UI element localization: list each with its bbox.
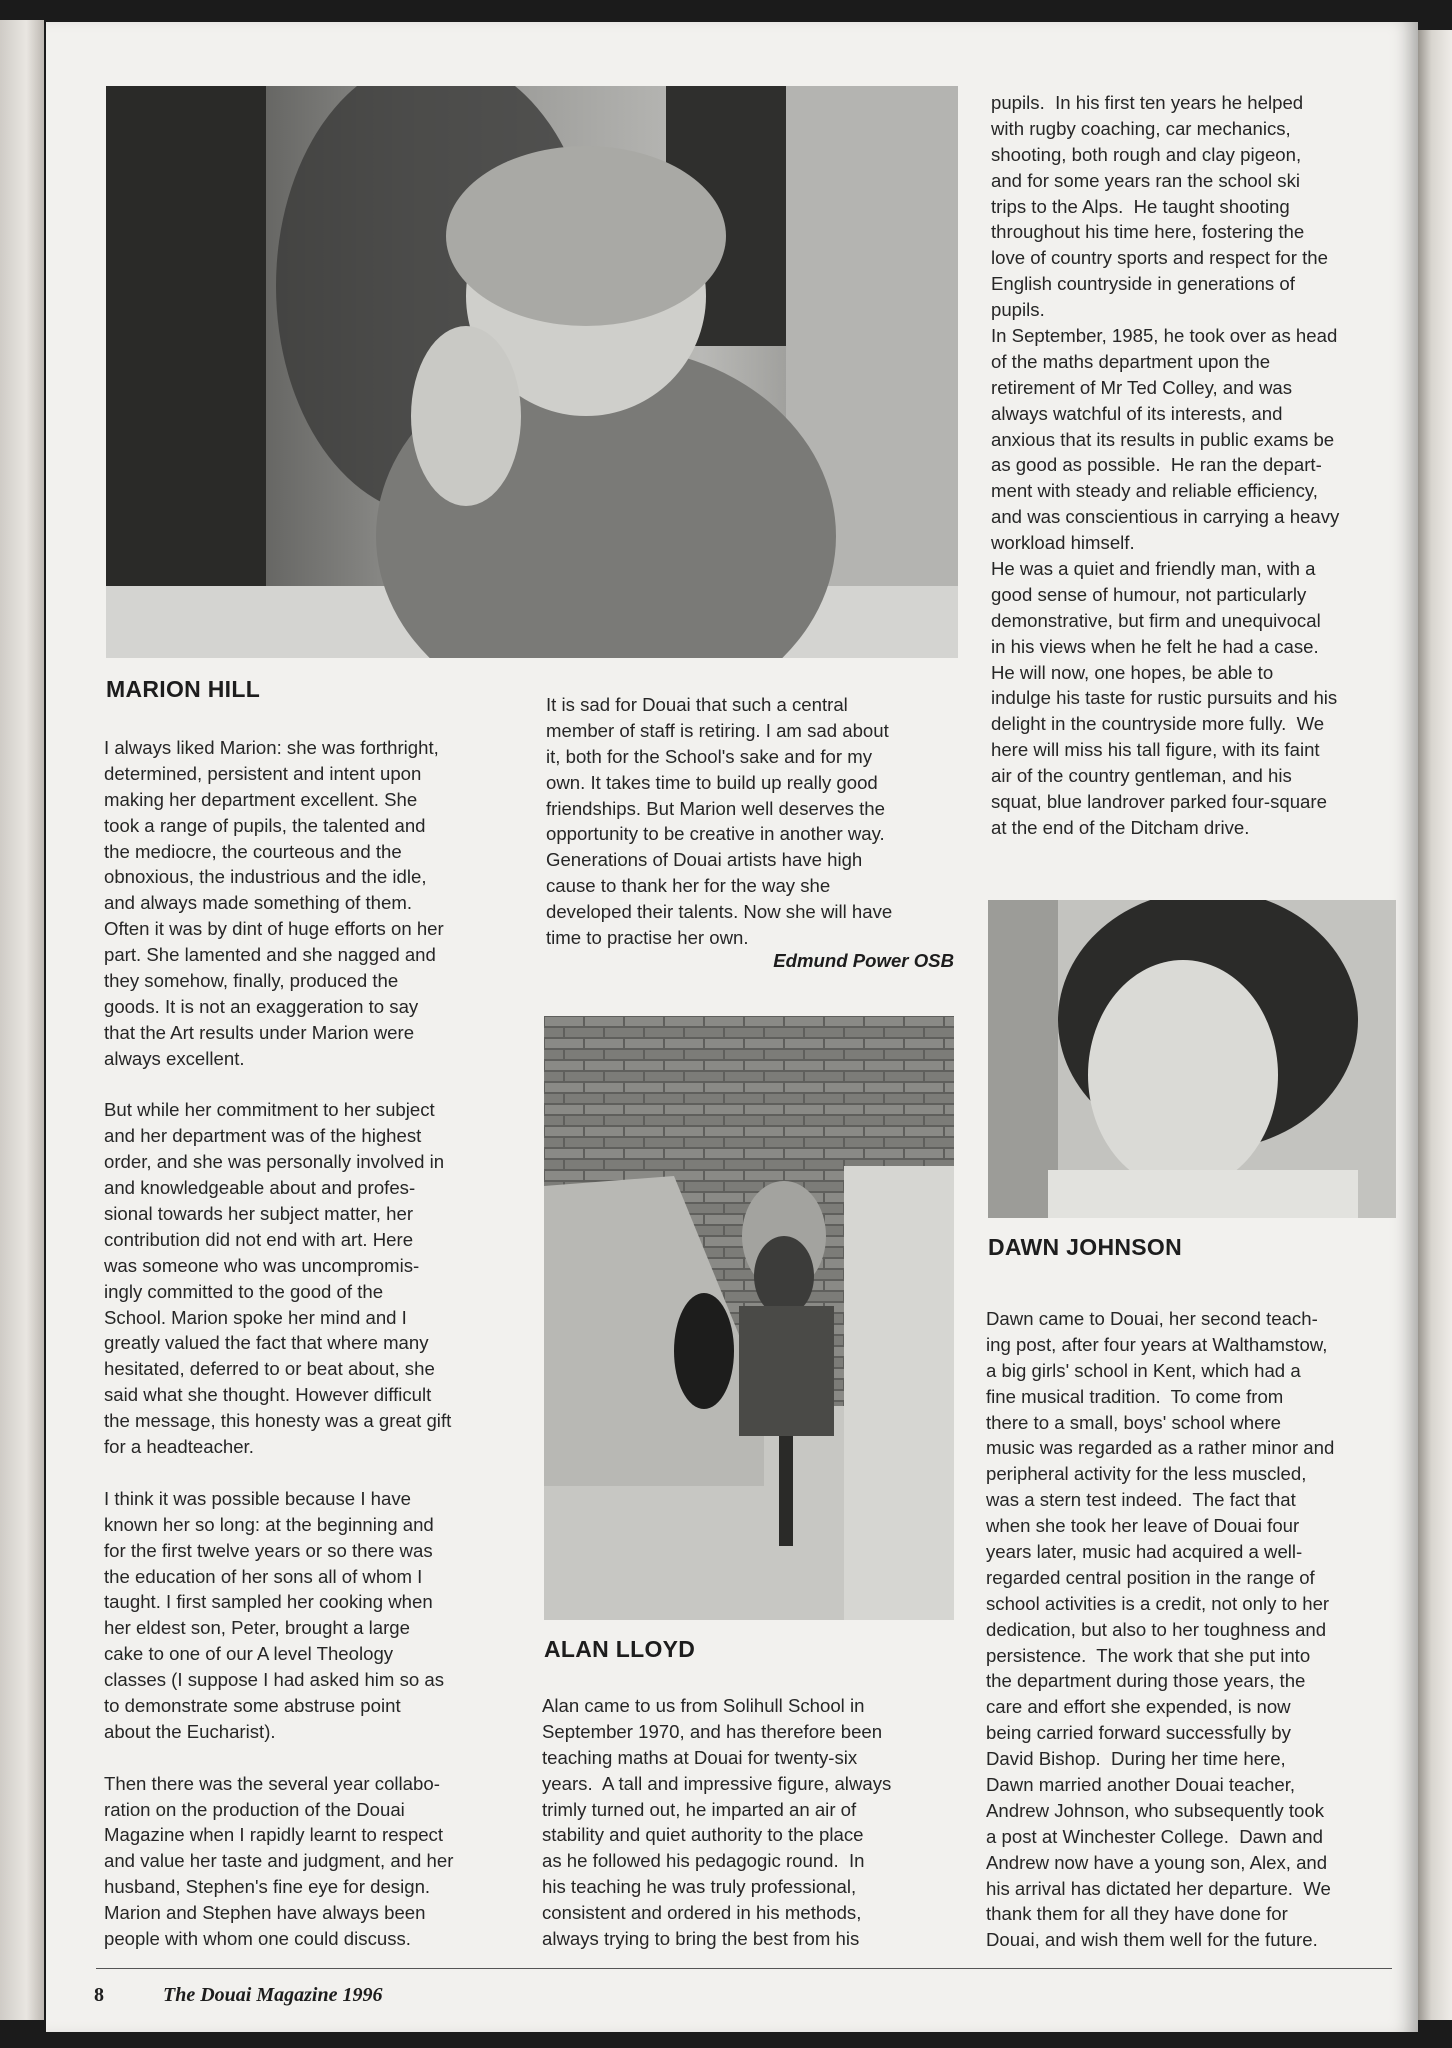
text-line: the department during those years, the — [986, 1670, 1306, 1692]
text-line — [104, 1072, 514, 1098]
text-line: I always liked Marion: she was forthright, — [104, 737, 439, 758]
text-line: in his views when he felt he had a case. — [991, 635, 1319, 657]
text-line: dedication, but also to her toughness and — [986, 1618, 1327, 1640]
dawn-johnson-text-col3 — [986, 1306, 1406, 1953]
text-line: a post at Winchester College. Dawn and — [986, 1825, 1323, 1847]
text-line: of the maths department upon the — [991, 350, 1271, 372]
text-line: developed their talents. Now she will have — [546, 901, 893, 923]
text-line: that the Art results under Marion were — [104, 1021, 415, 1043]
text-line: known her so long: at the beginning and — [104, 1513, 434, 1535]
text-line: a big girls' school in Kent, which had a — [986, 1359, 1301, 1381]
text-line: shooting, both rough and clay pigeon, — [991, 143, 1302, 165]
marion-hill-photo — [106, 86, 958, 658]
text-line: September 1970, and has therefore been — [542, 1720, 883, 1742]
text-line: opportunity to be creative in another way. — [546, 823, 885, 845]
text-line: love of country sports and respect for the — [991, 247, 1328, 269]
alan-lloyd-photo — [544, 1016, 954, 1620]
footer-rule — [96, 1968, 1392, 1969]
dawn-johnson-photo — [988, 900, 1396, 1218]
text-line: always excellent. — [104, 1047, 245, 1069]
marion-hill-text-col2 — [546, 692, 966, 951]
text-line: I think it was possible because I have — [104, 1487, 411, 1509]
text-line: years later, music had acquired a well- — [986, 1541, 1303, 1563]
text-line: consistent and ordered in his methods, — [542, 1902, 862, 1924]
text-line: when she took her leave of Douai four — [986, 1515, 1300, 1537]
text-line: workload himself. — [991, 532, 1135, 554]
text-line: with rugby coaching, car mechanics, — [991, 117, 1291, 139]
text-line: member of staff is retiring. I am sad about — [546, 719, 889, 741]
text-line: delight in the countryside more fully. We — [991, 713, 1325, 735]
text-line: Andrew now have a young son, Alex, and — [986, 1851, 1328, 1873]
text-line: Dawn married another Douai teacher, — [986, 1774, 1296, 1796]
text-line: persistence. The work that she put into — [986, 1644, 1311, 1666]
text-line: anxious that its results in public exams be — [991, 428, 1335, 450]
page-binding-edge — [1418, 30, 1452, 2020]
text-line: good sense of humour, not particularly — [991, 583, 1307, 605]
text-line: classes (I suppose I had asked him so as — [104, 1669, 445, 1691]
text-line: as he followed his pedagogic round. In — [542, 1850, 865, 1872]
text-line: contribution did not end with art. Here — [104, 1228, 414, 1250]
text-line: about the Eucharist). — [104, 1720, 276, 1742]
text-line: her eldest son, Peter, brought a large — [104, 1617, 410, 1639]
text-line: to demonstrate some abstruse point — [104, 1694, 401, 1716]
text-line: But while her commitment to her subject — [104, 1099, 435, 1121]
dawn-johnson-heading: DAWN JOHNSON — [988, 1234, 1183, 1260]
text-line: Often it was by dint of huge efforts on her — [104, 918, 444, 940]
text-line: indulge his taste for rustic pursuits and his — [991, 687, 1338, 709]
text-line: air of the country gentleman, and his — [991, 765, 1292, 787]
text-line: took a range of pupils, the talented and — [104, 814, 426, 836]
text-line: there to a small, boys' school where — [986, 1411, 1281, 1433]
text-line: order, and she was personally involved in — [104, 1151, 445, 1173]
text-line: Alan came to us from Solihull School in — [542, 1695, 865, 1716]
text-line: ingly committed to the good of the — [104, 1280, 384, 1302]
page-number: 8 — [94, 1984, 104, 2006]
text-line: pupils. — [991, 299, 1045, 321]
text-line: was a stern test indeed. The fact that — [986, 1489, 1296, 1511]
text-line: English countryside in generations of — [991, 273, 1295, 295]
text-line: trips to the Alps. He taught shooting — [991, 195, 1290, 217]
text-line: and was conscientious in carrying a heavy — [991, 506, 1340, 528]
text-line: ration on the production of the Douai — [104, 1798, 405, 1820]
text-line: they somehow, finally, produced the — [104, 970, 399, 992]
text-line: Dawn came to Douai, her second teach- — [986, 1308, 1318, 1329]
marion-hill-byline: Edmund Power OSB — [773, 950, 954, 971]
text-line: It is sad for Douai that such a central — [546, 694, 848, 715]
text-line: part. She lamented and she nagged and — [104, 944, 436, 966]
text-line: people with whom one could discuss. — [104, 1927, 411, 1949]
text-line: Douai, and wish them well for the future. — [986, 1929, 1318, 1951]
text-line: as good as possible. He ran the depart- — [991, 454, 1322, 476]
text-line: trimly turned out, he imparted an air of — [542, 1798, 857, 1820]
text-line: sional towards her subject matter, her — [104, 1203, 414, 1225]
text-line: cause to thank her for the way she — [546, 875, 831, 897]
text-line: goods. It is not an exaggeration to say — [104, 995, 419, 1017]
text-line: making her department excellent. She — [104, 788, 418, 810]
text-line: friendships. But Marion well deserves the — [546, 797, 885, 819]
text-line: at the end of the Ditcham drive. — [991, 816, 1250, 838]
text-line: time to practise her own. — [546, 927, 749, 949]
text-line: was someone who was uncompromis- — [104, 1254, 420, 1276]
text-line: teaching maths at Douai for twenty-six — [542, 1746, 858, 1768]
alan-lloyd-heading: ALAN LLOYD — [544, 1636, 696, 1662]
text-line: music was regarded as a rather minor and — [986, 1437, 1335, 1459]
text-line: here will miss his tall figure, with its faint — [991, 739, 1320, 761]
text-line: thank them for all they have done for — [986, 1903, 1288, 1925]
text-line: it, both for the School's sake and for my — [546, 745, 873, 767]
text-line: obnoxious, the industrious and the idle, — [104, 866, 427, 888]
text-line: He will now, one hopes, be able to — [991, 661, 1274, 683]
text-line: husband, Stephen's fine eye for design. — [104, 1876, 431, 1898]
text-line: said what she thought. However difficult — [104, 1384, 432, 1406]
text-line: hesitated, deferred to or beat about, she — [104, 1358, 435, 1380]
text-line: taught. I first sampled her cooking when — [104, 1591, 433, 1613]
text-line — [104, 1745, 514, 1771]
text-line: demonstrative, but firm and unequivocal — [991, 609, 1321, 631]
text-line: cake to one of our A level Theology — [104, 1643, 394, 1665]
facing-page-edge — [0, 20, 44, 2020]
text-line: and her department was of the highest — [104, 1125, 422, 1147]
text-line — [104, 1460, 514, 1486]
text-line: School. Marion spoke her mind and I — [104, 1306, 407, 1328]
text-line: for the first twelve years or so there was — [104, 1539, 433, 1561]
text-line: Then there was the several year collabo- — [104, 1772, 440, 1794]
text-line: regarded central position in the range of — [986, 1566, 1315, 1588]
text-line: own. It takes time to build up really good — [546, 771, 878, 793]
text-line: Marion and Stephen have always been — [104, 1902, 426, 1924]
text-line: retirement of Mr Ted Colley, and was — [991, 376, 1293, 398]
text-line: and value her taste and judgment, and her — [104, 1850, 454, 1872]
marion-hill-heading: MARION HILL — [106, 676, 261, 702]
text-line: In September, 1985, he took over as head — [991, 325, 1338, 347]
text-line: and for some years ran the school ski — [991, 169, 1301, 191]
text-line: ing post, after four years at Walthamstow, — [986, 1333, 1328, 1355]
text-line: always watchful of its interests, and — [991, 402, 1283, 424]
text-line: Andrew Johnson, who subsequently took — [986, 1799, 1325, 1821]
text-line: peripheral activity for the less muscled, — [986, 1463, 1307, 1485]
text-line: stability and quiet authority to the place — [542, 1824, 864, 1846]
text-line: and knowledgeable about and profes- — [104, 1177, 416, 1199]
text-line: determined, persistent and intent upon — [104, 762, 422, 784]
text-line: being carried forward successfully by — [986, 1722, 1291, 1744]
text-line: ment with steady and reliable efficiency, — [991, 480, 1318, 502]
text-line: school activities is a credit, not only to her — [986, 1592, 1330, 1614]
text-line: Generations of Douai artists have high — [546, 849, 863, 871]
text-line: and always made something of them. — [104, 892, 412, 914]
text-line: He was a quiet and friendly man, with a — [991, 558, 1316, 580]
text-line: his arrival has dictated her departure. We — [986, 1877, 1331, 1899]
text-line: throughout his time here, fostering the — [991, 221, 1305, 243]
text-line: greatly valued the fact that where many — [104, 1332, 429, 1354]
text-line: his teaching he was truly professional, — [542, 1876, 857, 1898]
alan-lloyd-text-col3 — [991, 90, 1411, 841]
marion-hill-text-col1 — [104, 735, 514, 1952]
text-line: years. A tall and impressive figure, always — [542, 1772, 892, 1794]
text-line: pupils. In his first ten years he helped — [991, 92, 1304, 113]
text-line: care and effort she expended, is now — [986, 1696, 1291, 1718]
text-line: the mediocre, the courteous and the — [104, 840, 402, 862]
text-line: always trying to bring the best from his — [542, 1928, 860, 1950]
text-line: fine musical tradition. To come from — [986, 1385, 1284, 1407]
text-line: the education of her sons all of whom I — [104, 1565, 423, 1587]
alan-lloyd-text-col2 — [542, 1693, 962, 1952]
text-line: the message, this honesty was a great gift — [104, 1410, 452, 1432]
text-line: for a headteacher. — [104, 1436, 254, 1458]
text-line: David Bishop. During her time here, — [986, 1748, 1286, 1770]
text-line: Magazine when I rapidly learnt to respect — [104, 1824, 443, 1846]
magazine-title: The Douai Magazine 1996 — [163, 1984, 383, 2006]
text-line: squat, blue landrover parked four-square — [991, 791, 1327, 813]
